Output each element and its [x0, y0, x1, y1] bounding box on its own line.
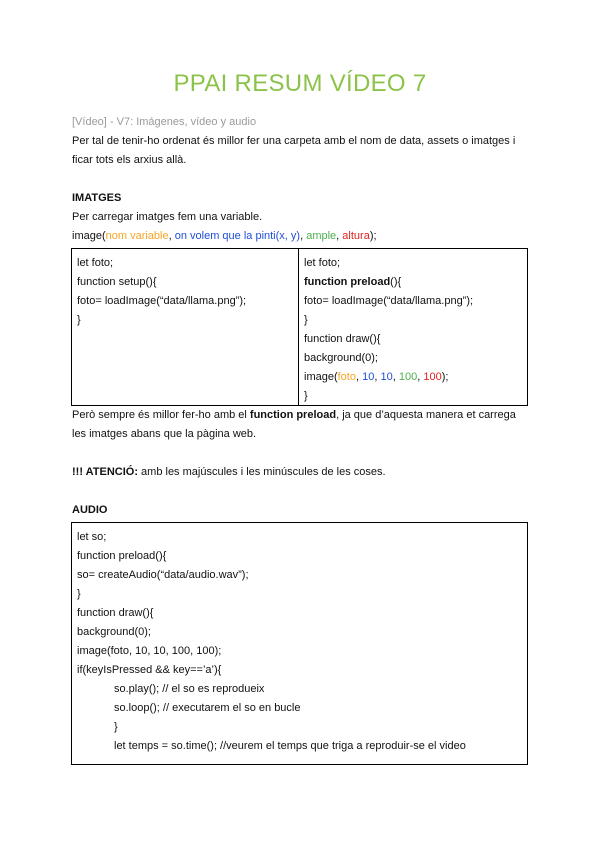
syntax-fn: image(: [72, 230, 106, 242]
atencio-text: amb les majúscules i les minúscules de les coses.: [137, 466, 386, 478]
preload-note-line-2: les imatges abans que la pàgina web.: [72, 428, 257, 440]
preload-note-line-1: [72, 409, 516, 421]
code-line: [304, 276, 401, 288]
code-line: let foto;: [77, 257, 114, 269]
code-arg: 10: [380, 371, 393, 383]
page-title: PPAI RESUM VÍDEO 7: [173, 70, 427, 97]
code-line: function preload(){: [77, 550, 167, 562]
code-line: }: [304, 314, 308, 326]
intro-line-2: ficar tots els arxius allà.: [72, 154, 187, 166]
code-line: let so;: [77, 531, 107, 543]
atencio-label: !!! ATENCIÓ:: [72, 466, 138, 478]
code-text: (){: [390, 276, 402, 288]
code-line: let foto;: [304, 257, 341, 269]
code-line-indented: so.loop(); // executarem el so en bucle: [114, 702, 301, 714]
note-text: , ja que d’aquesta manera et carrega: [336, 409, 516, 421]
imatges-code-table: [71, 248, 528, 406]
syntax-sep: ,: [300, 230, 307, 242]
code-line-indented: so.play(); // el so es reprodueix: [114, 683, 265, 695]
code-arg: 10: [362, 371, 375, 383]
code-sep: ,: [374, 371, 381, 383]
imatges-heading: IMATGES: [72, 192, 122, 204]
syntax-arg-position: on volem que la pinti(x, y): [174, 230, 301, 242]
code-arg: foto: [337, 371, 356, 383]
code-arg: 100: [423, 371, 442, 383]
code-cell-preload: [299, 249, 527, 405]
source-line: [Vídeo] - V7: Imágenes, vídeo y audio: [72, 116, 257, 128]
intro-line-1: Per tal de tenir-ho ordenat és millor fer una carpeta amb el nom de data, assets o imatges i: [72, 135, 516, 147]
code-keyword: function preload: [304, 276, 391, 288]
code-line: }: [304, 390, 308, 402]
code-line: foto= loadImage(“data/llama.png”);: [304, 295, 474, 307]
code-cell-setup: [72, 249, 299, 405]
code-arg: 100: [398, 371, 418, 383]
syntax-sep: ,: [168, 230, 175, 242]
code-fn: image(: [304, 371, 338, 383]
syntax-arg-width: ample: [306, 230, 337, 242]
code-line: foto= loadImage(“data/llama.png”);: [77, 295, 247, 307]
note-text: Però sempre és millor fer-ho amb el: [72, 409, 250, 421]
code-line-indented: }: [114, 721, 118, 733]
code-line: function draw(){: [77, 607, 154, 619]
note-keyword: function preload: [249, 409, 337, 421]
code-sep: ,: [417, 371, 424, 383]
code-line: background(0);: [77, 626, 151, 638]
audio-code-box: [71, 522, 528, 765]
code-sep: ,: [392, 371, 399, 383]
imatges-text: Per carregar imatges fem una variable.: [72, 211, 263, 223]
code-line: so= createAudio(“data/audio.wav”);: [77, 569, 249, 581]
code-line: if(keyIsPressed && key==’a’){: [77, 664, 222, 676]
code-end: );: [441, 371, 449, 383]
code-line-image-call: [304, 371, 448, 383]
code-line: background(0);: [304, 352, 378, 364]
syntax-arg-height: altura: [342, 230, 370, 242]
code-line: }: [77, 314, 81, 326]
image-syntax: [72, 230, 377, 242]
audio-heading: AUDIO: [72, 504, 108, 516]
code-line: function setup(){: [77, 276, 157, 288]
atencio-note: [72, 466, 386, 478]
syntax-sep: ,: [336, 230, 343, 242]
code-line-indented: let temps = so.time(); //veurem el temps que triga a reproduir-se el video: [114, 740, 466, 752]
syntax-arg-name: nom variable: [105, 230, 169, 242]
code-line: function draw(){: [304, 333, 381, 345]
code-sep: ,: [355, 371, 363, 383]
code-line: image(foto, 10, 10, 100, 100);: [77, 645, 222, 657]
syntax-end: );: [369, 230, 377, 242]
code-line: }: [77, 588, 81, 600]
